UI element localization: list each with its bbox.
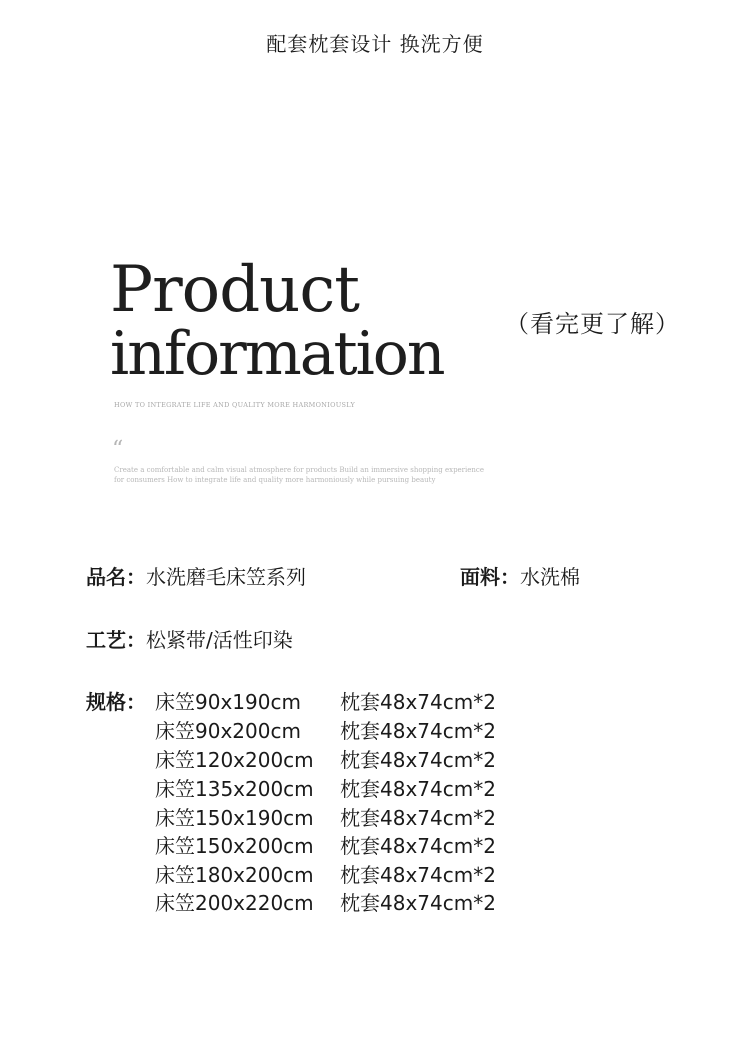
fabric-value: 水洗棉: [520, 565, 580, 589]
product-name-value: 水洗磨毛床笠系列: [146, 565, 306, 589]
spec-pillow-size: 枕套48x74cm*2: [340, 690, 496, 714]
craft-row: [86, 624, 293, 653]
spec-pillow-size: 枕套48x74cm*2: [340, 863, 496, 887]
spec-pillow-size: 枕套48x74cm*2: [340, 891, 496, 915]
brand-description: Create a comfortable and calm visual atmosphere for products Build an immersive shopping experience for consumers How to integrate life and quality more harmoniously while pursuing beauty: [114, 466, 484, 484]
spec-pillow-size: 枕套48x74cm*2: [340, 806, 496, 830]
brand-title-line2: information: [110, 319, 444, 389]
spec-bed-size: 床笠135x200cm: [155, 777, 314, 801]
spec-bed-size: 床笠90x200cm: [155, 719, 301, 743]
brand-title-line1: Product: [110, 253, 359, 327]
spec-bed-size: 床笠200x220cm: [155, 891, 314, 915]
craft-label: 工艺：: [86, 628, 146, 652]
learn-more-note: （看完更了解）: [505, 310, 680, 338]
spec-bed-size: 床笠120x200cm: [155, 748, 314, 772]
spec-pillow-size: 枕套48x74cm*2: [340, 834, 496, 858]
spec-label: 规格：: [86, 690, 146, 714]
spec-pillow-size: 枕套48x74cm*2: [340, 748, 496, 772]
spec-bed-size: 床笠150x200cm: [155, 834, 314, 858]
craft-value: 松紧带/活性印染: [146, 628, 293, 652]
spec-bed-size: 床笠180x200cm: [155, 863, 314, 887]
spec-bed-size: 床笠150x190cm: [155, 806, 314, 830]
quote-mark-icon: “: [112, 437, 124, 462]
product-name-row: [86, 561, 306, 590]
spec-pillow-size: 枕套48x74cm*2: [340, 719, 496, 743]
fabric-label: 面料：: [460, 565, 520, 589]
fabric-row: [460, 561, 580, 590]
spec-bed-size: 床笠90x190cm: [155, 690, 301, 714]
page-title: 配套枕套设计 换洗方便: [266, 32, 484, 56]
product-name-label: 品名：: [86, 565, 146, 589]
spec-pillow-size: 枕套48x74cm*2: [340, 777, 496, 801]
brand-tagline: HOW TO INTEGRATE LIFE AND QUALITY MORE HARMONIOUSLY: [114, 401, 356, 409]
